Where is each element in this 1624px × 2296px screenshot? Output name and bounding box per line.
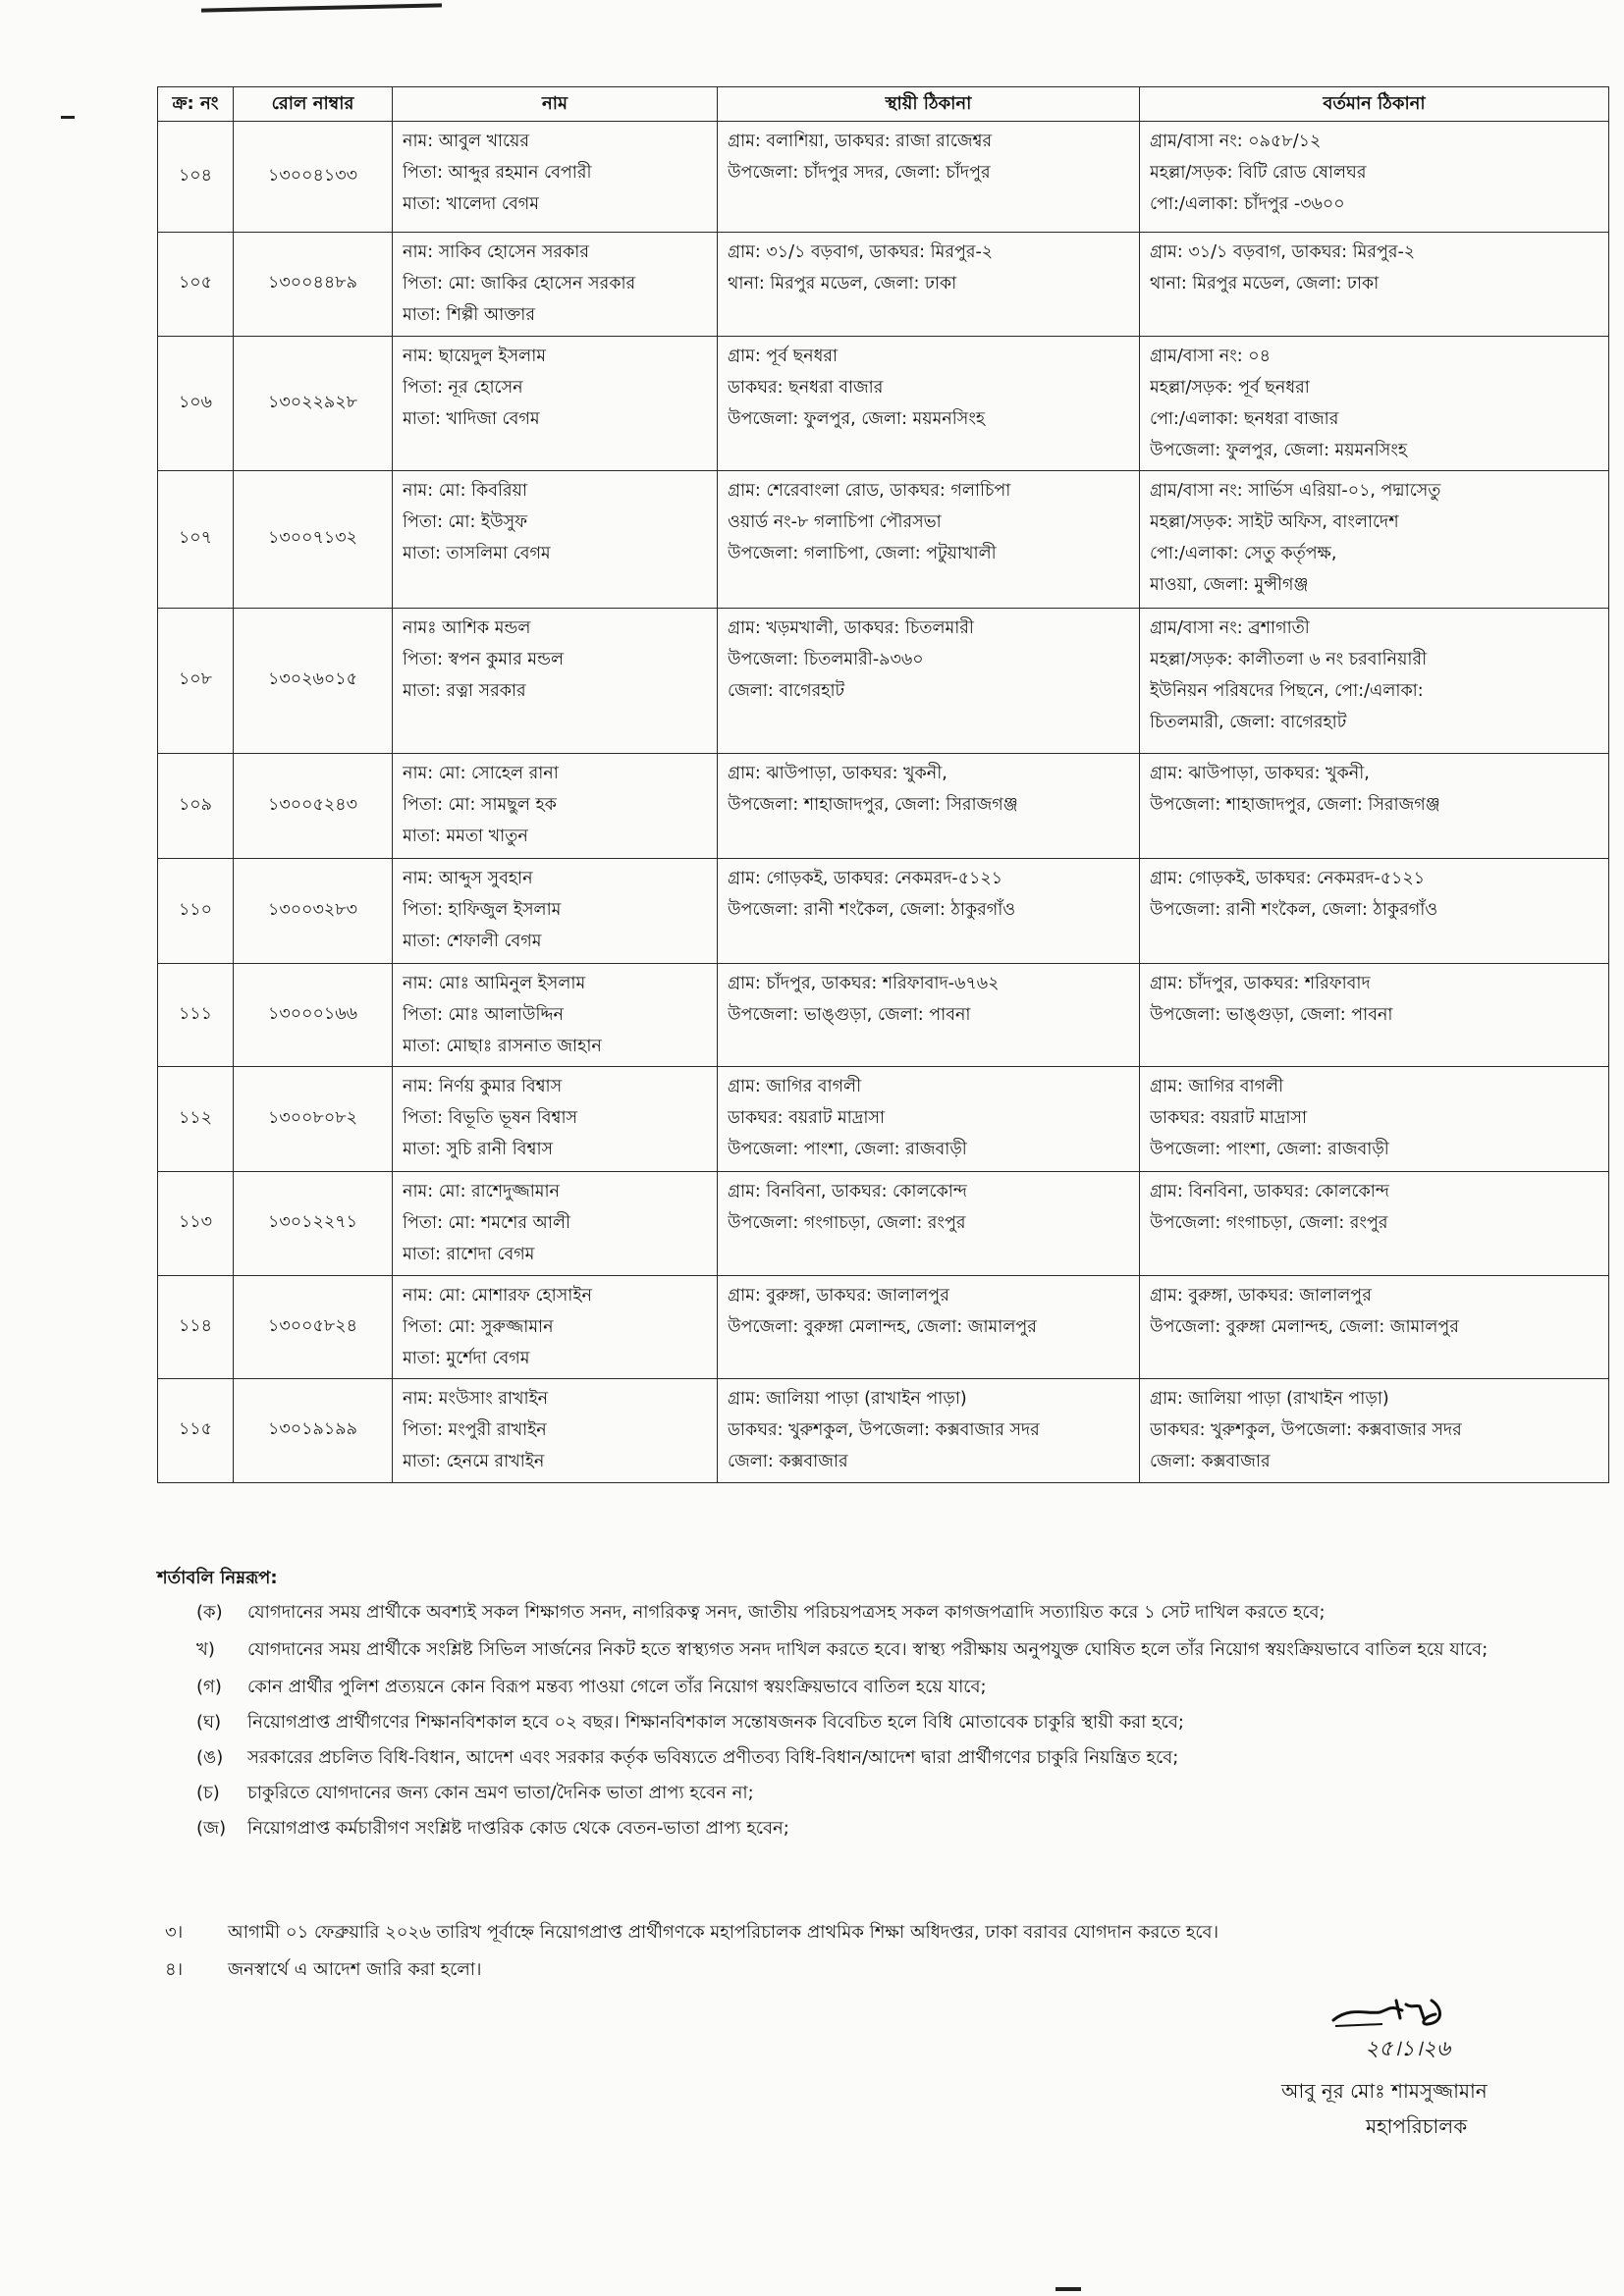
name-line: পিতা: মংপুরী রাখাইন [403, 1420, 547, 1440]
condition-item [157, 1777, 1581, 1810]
name-line: নাম: মো: কিবরিয়া [403, 481, 528, 501]
name-line: পিতা: মো: সুরুজ্জামান [403, 1317, 554, 1337]
present-address-line: মহল্লা/সড়ক: কালীতলা ৬ নং চরবানিয়ারী [1150, 650, 1428, 669]
condition-item [157, 1706, 1581, 1739]
roll-number-cell: ১৩০০০১৬৬ [234, 964, 393, 1067]
permanent-address-cell [718, 964, 1140, 1067]
table-row [158, 859, 1609, 964]
signer-designation: মহাপরিচালক [1366, 2114, 1468, 2138]
permanent-address-line: গ্রাম: বিনবিনা, ডাকঘর: কোলকোন্দ [728, 1182, 967, 1201]
serial-cell: ১০৮ [158, 609, 234, 754]
table-row [158, 1067, 1609, 1172]
roll-number-cell: ১৩০০৩২৮৩ [234, 859, 393, 964]
serial-cell: ১১৩ [158, 1172, 234, 1276]
header-name: নাম [393, 87, 718, 122]
scan-artifact-mark [1056, 2287, 1081, 2291]
condition-text: চাকুরিতে যোগদানের জন্য কোন ভ্রমণ ভাতা/দৈনিক ভাতা প্রাপ্য হবেন না; [247, 1783, 754, 1803]
condition-marker: (ক) [196, 1602, 223, 1623]
header-present-address: বর্তমান ঠিকানা [1140, 87, 1609, 122]
permanent-address-line: গ্রাম: বুরুঙ্গা, ডাকঘর: জালালপুর [728, 1286, 949, 1306]
roll-number-cell: ১৩০০৪১৩৩ [234, 122, 393, 233]
name-cell [393, 1172, 718, 1276]
permanent-address-line: জেলা: বাগেরহাট [728, 681, 845, 701]
name-line: মাতা: সুচি রানী বিশ্বাস [403, 1140, 554, 1159]
permanent-address-line: গ্রাম: ৩১/১ বড়বাগ, ডাকঘর: মিরপুর-২ [728, 242, 994, 262]
permanent-address-line: উপজেলা: গলাচিপা, জেলা: পটুয়াখালী [728, 544, 997, 563]
name-line: নাম: আবুল খায়ের [403, 132, 529, 151]
name-line: মাতা: মুর্শেদা বেগম [403, 1349, 530, 1368]
present-address-line: গ্রাম/বাসা নং: সার্ভিস এরিয়া-০১, পদ্মাসেতু [1150, 481, 1441, 501]
order-text: আগামী ০১ ফেব্রুয়ারি ২০২৬ তারিখ পূর্বাহ্নে নিয়োগপ্রাপ্ত প্রার্থীগণকে মহাপরিচালক প্রাথমিক শিক্ষা অধিদপ্তর, ঢাকা বরাবর যোগদান করতে হবে। [228, 1922, 1219, 1943]
header-permanent-address: স্থায়ী ঠিকানা [718, 87, 1140, 122]
order-text: জনস্বার্থে এ আদেশ জারি করা হলো। [228, 1959, 482, 1980]
conditions-list [157, 1596, 1581, 1845]
present-address-line: ইউনিয়ন পরিষদের পিছনে, পো:/এলাকা: [1150, 681, 1424, 701]
serial-cell: ১১০ [158, 859, 234, 964]
present-address-line: গ্রাম: জাগির বাগলী [1150, 1077, 1284, 1096]
present-address-cell [1140, 609, 1609, 754]
name-line: পিতা: মো: শমশের আলী [403, 1213, 571, 1233]
name-line: পিতা: মো: ইউসুফ [403, 512, 527, 532]
name-line: নাম: মো: রাশেদুজ্জামান [403, 1182, 561, 1201]
permanent-address-line: উপজেলা: বুরুঙ্গা মেলান্দহ, জেলা: জামালপুর [728, 1317, 1037, 1337]
present-address-line: গ্রাম/বাসা নং: ০৯৫৮/১২ [1150, 132, 1322, 151]
present-address-line: ডাকঘর: বয়রাট মাদ্রাসা [1150, 1108, 1308, 1128]
permanent-address-line: ডাকঘর: ছনধরা বাজার [728, 378, 884, 398]
condition-marker: (চ) [196, 1783, 220, 1803]
roll-number-cell: ১৩০১৯১৯৯ [234, 1379, 393, 1483]
condition-item [157, 1633, 1581, 1667]
permanent-address-line: গ্রাম: চাঁদপুর, ডাকঘর: শরিফাবাদ-৬৭৬২ [728, 974, 1000, 993]
header-roll: রোল নাম্বার [234, 87, 393, 122]
signature-date: ২৫।১।২৬ [1365, 2037, 1451, 2061]
name-line: পিতা: আব্দুর রহমান বেপারী [403, 163, 592, 183]
table-row [158, 1172, 1609, 1276]
name-cell [393, 1379, 718, 1483]
permanent-address-cell [718, 122, 1140, 233]
permanent-address-line: গ্রাম: গোড়কই, ডাকঘর: নেকমরদ-৫১২১ [728, 869, 1003, 888]
present-address-line: গ্রাম/বাসা নং: ব্রশাগাতী [1150, 618, 1310, 638]
permanent-address-line: ওয়ার্ড নং-৮ গলাচিপা পৌরসভা [728, 512, 942, 532]
condition-text: কোন প্রার্থীর পুলিশ প্রত্যয়নে কোন বিরূপ মন্তব্য পাওয়া গেলে তাঁর নিয়োগ স্বয়ংক্রিয়ভাবে বাতিল হয়ে যাবে; [247, 1677, 987, 1697]
permanent-address-line: গ্রাম: ঝাউপাড়া, ডাকঘর: খুকনী, [728, 764, 947, 783]
name-cell [393, 609, 718, 754]
scan-artifact-line [201, 3, 442, 12]
permanent-address-cell [718, 609, 1140, 754]
table-row [158, 471, 1609, 609]
header-serial: ক্র: নং [158, 87, 234, 122]
permanent-address-line: উপজেলা: পাংশা, জেলা: রাজবাড়ী [728, 1140, 967, 1159]
table-header-row [158, 87, 1609, 122]
roll-number-cell: ১৩০২২৯২৮ [234, 337, 393, 471]
permanent-address-line: উপজেলা: চাঁদপুর সদর, জেলা: চাঁদপুর [728, 163, 991, 183]
present-address-line: উপজেলা: গংগাচড়া, জেলা: রংপুর [1150, 1213, 1388, 1233]
name-cell [393, 233, 718, 337]
present-address-line: উপজেলা: রানী শংকৈল, জেলা: ঠাকুরগাঁও [1150, 900, 1438, 920]
present-address-line: ডাকঘর: খুরুশকুল, উপজেলা: কক্সবাজার সদর [1150, 1420, 1462, 1440]
table-row [158, 233, 1609, 337]
present-address-cell [1140, 337, 1609, 471]
name-cell [393, 122, 718, 233]
permanent-address-cell [718, 471, 1140, 609]
serial-cell: ১০৯ [158, 754, 234, 859]
present-address-cell [1140, 1172, 1609, 1276]
appointee-table [157, 86, 1609, 1483]
roll-number-cell: ১৩০২৬০১৫ [234, 609, 393, 754]
permanent-address-line: গ্রাম: খড়মখালী, ডাকঘর: চিতলমারী [728, 618, 974, 638]
table-row [158, 122, 1609, 233]
present-address-line: জেলা: কক্সবাজার [1150, 1452, 1271, 1471]
name-line: নাম: মো: সোহেল রানা [403, 764, 559, 783]
present-address-line: মহল্লা/সড়ক: বিটি রোড ষোলঘর [1150, 163, 1367, 183]
present-address-cell [1140, 1067, 1609, 1172]
permanent-address-line: উপজেলা: রানী শংকৈল, জেলা: ঠাকুরগাঁও [728, 900, 1016, 920]
permanent-address-line: গ্রাম: জালিয়া পাড়া (রাখাইন পাড়া) [728, 1389, 967, 1409]
permanent-address-line: ডাকঘর: বয়রাট মাদ্রাসা [728, 1108, 886, 1128]
present-address-line: মহল্লা/সড়ক: পূর্ব ছনধরা [1150, 378, 1310, 398]
name-cell [393, 1067, 718, 1172]
serial-cell: ১০৭ [158, 471, 234, 609]
table-row [158, 964, 1609, 1067]
permanent-address-cell [718, 1172, 1140, 1276]
present-address-line: গ্রাম: গোড়কই, ডাকঘর: নেকমরদ-৫১২১ [1150, 869, 1426, 888]
roll-number-cell: ১৩০০৮০৮২ [234, 1067, 393, 1172]
name-line: পিতা: মো: সামছুল হক [403, 795, 557, 815]
conditions-section [157, 1561, 1581, 1847]
name-cell [393, 754, 718, 859]
present-address-line: উপজেলা: শাহাজাদপুর, জেলা: সিরাজগঞ্জ [1150, 795, 1440, 815]
present-address-cell [1140, 1379, 1609, 1483]
present-address-line: পো:/এলাকা: চাঁদপুর -৩৬০০ [1150, 194, 1345, 214]
name-line: নাম: নির্ণয় কুমার বিশ্বাস [403, 1077, 563, 1096]
serial-cell: ১০৫ [158, 233, 234, 337]
condition-marker: (জ) [196, 1818, 227, 1839]
order-number: ৩। [165, 1922, 184, 1943]
condition-item [157, 1596, 1581, 1629]
table-row [158, 1379, 1609, 1483]
name-line: পিতা: বিভূতি ভূষন বিশ্বাস [403, 1108, 578, 1128]
name-line: নাম: মংউসাং রাখাইন [403, 1389, 549, 1409]
conditions-title: শর্তাবলি নিম্নরূপ: [157, 1568, 278, 1588]
name-line: মাতা: রত্না সরকার [403, 681, 526, 701]
present-address-cell [1140, 122, 1609, 233]
condition-text: সরকারের প্রচলিত বিধি-বিধান, আদেশ এবং সরকার কর্তৃক ভবিষ্যতে প্রণীতব্য বিধি-বিধান/আদেশ দ্বারা প্রার্থীগণের চাকুরি নিয়ন্ত্রিত হবে; [247, 1747, 1179, 1768]
name-line: পিতা: নূর হোসেন [403, 378, 523, 398]
signer-name: আবু নূর মোঃ শামসুজ্জামান [1281, 2079, 1488, 2103]
order-number: ৪। [165, 1959, 184, 1980]
present-address-line: গ্রাম: জালিয়া পাড়া (রাখাইন পাড়া) [1150, 1389, 1389, 1409]
condition-marker: খ) [196, 1639, 215, 1660]
name-line: মাতা: খালেদা বেগম [403, 194, 539, 214]
name-line: নাম: ছায়েদুল ইসলাম [403, 347, 547, 366]
permanent-address-cell [718, 233, 1140, 337]
condition-text: যোগদানের সময় প্রার্থীকে অবশ্যই সকল শিক্ষাগত সনদ, নাগরিকত্ব সনদ, জাতীয় পরিচয়পত্রসহ সকল কাগজপত্রাদি সত্যায়িত করে ১ সেট দাখিল করতে হবে; [247, 1602, 1326, 1623]
name-cell [393, 471, 718, 609]
present-address-line: মহল্লা/সড়ক: সাইট অফিস, বাংলাদেশ [1150, 512, 1399, 532]
roll-number-cell: ১৩০০৭১৩২ [234, 471, 393, 609]
roll-number-cell: ১৩০১২২৭১ [234, 1172, 393, 1276]
name-cell [393, 1276, 718, 1379]
name-line: পিতা: মোঃ আলাউদ্দিন [403, 1005, 564, 1025]
permanent-address-line: উপজেলা: ভাঙ্গুড়া, জেলা: পাবনা [728, 1005, 971, 1025]
condition-text: নিয়োগপ্রাপ্ত প্রার্থীগণের শিক্ষানবিশকাল হবে ০২ বছর। শিক্ষানবিশকাল সন্তোষজনক বিবেচিত হলে বিধি মোতাবেক চাকুরি স্থায়ী করা হবে; [247, 1712, 1184, 1733]
serial-cell: ১১৫ [158, 1379, 234, 1483]
condition-item [157, 1812, 1581, 1845]
permanent-address-line: উপজেলা: চিতলমারী-৯৩৬০ [728, 650, 924, 669]
name-line: মাতা: মোছাঃ রাসনাত জাহান [403, 1037, 602, 1056]
present-address-line: থানা: মিরপুর মডেল, জেলা: ঢাকা [1150, 274, 1380, 294]
serial-cell: ১১৪ [158, 1276, 234, 1379]
name-line: মাতা: খাদিজা বেগম [403, 409, 540, 429]
serial-cell: ১১১ [158, 964, 234, 1067]
present-address-line: গ্রাম: ৩১/১ বড়বাগ, ডাকঘর: মিরপুর-২ [1150, 242, 1416, 262]
condition-marker: (ঘ) [196, 1712, 222, 1733]
name-line: মাতা: শিল্পী আক্তার [403, 305, 535, 325]
name-line: মাতা: রাশেদা বেগম [403, 1245, 535, 1264]
name-line: নাম: সাকিব হোসেন সরকার [403, 242, 589, 262]
permanent-address-line: জেলা: কক্সবাজার [728, 1452, 848, 1471]
present-address-line: গ্রাম: চাঁদপুর, ডাকঘর: শরিফাবাদ [1150, 974, 1371, 993]
serial-cell: ১০৪ [158, 122, 234, 233]
permanent-address-line: ডাকঘর: খুরুশকুল, উপজেলা: কক্সবাজার সদর [728, 1420, 1040, 1440]
permanent-address-cell [718, 1379, 1140, 1483]
roll-number-cell: ১৩০০৪৪৮৯ [234, 233, 393, 337]
condition-item [157, 1741, 1581, 1775]
present-address-line: চিতলমারী, জেলা: বাগেরহাট [1150, 713, 1347, 732]
present-address-cell [1140, 1276, 1609, 1379]
permanent-address-line: উপজেলা: ফুলপুর, জেলা: ময়মনসিংহ [728, 409, 986, 429]
present-address-line: উপজেলা: ফুলপুর, জেলা: ময়মনসিংহ [1150, 441, 1408, 460]
condition-item [157, 1671, 1581, 1704]
permanent-address-cell [718, 337, 1140, 471]
condition-text: নিয়োগপ্রাপ্ত কর্মচারীগণ সংশ্লিষ্ট দাপ্তরিক কোড থেকে বেতন-ভাতা প্রাপ্য হবেন; [247, 1818, 789, 1839]
permanent-address-line: গ্রাম: শেরেবাংলা রোড, ডাকঘর: গলাচিপা [728, 481, 1011, 501]
permanent-address-line: উপজেলা: গংগাচড়া, জেলা: রংপুর [728, 1213, 966, 1233]
name-line: পিতা: মো: জাকির হোসেন সরকার [403, 274, 636, 294]
present-address-cell [1140, 471, 1609, 609]
serial-cell: ১১২ [158, 1067, 234, 1172]
condition-marker: (গ) [196, 1677, 222, 1697]
permanent-address-line: গ্রাম: পূর্ব ছনধরা [728, 347, 839, 366]
present-address-line: পো:/এলাকা: ছনধরা বাজার [1150, 409, 1339, 429]
condition-text: যোগদানের সময় প্রার্থীকে সংশ্লিষ্ট সিভিল সার্জনের নিকট হতে স্বাস্থ্যগত সনদ দাখিল করতে হবে। স্বাস্থ্য পরীক্ষায় অনুপযুক্ত ঘোষিত হলে তাঁর নিয়োগ স্বয়ংক্রিয়ভাবে বাতিল হয়ে যাবে; [247, 1639, 1489, 1660]
present-address-line: উপজেলা: বুরুঙ্গা মেলান্দহ, জেলা: জামালপুর [1150, 1317, 1459, 1337]
present-address-line: গ্রাম: বিনবিনা, ডাকঘর: কোলকোন্দ [1150, 1182, 1389, 1201]
permanent-address-line: থানা: মিরপুর মডেল, জেলা: ঢাকা [728, 274, 957, 294]
present-address-line: গ্রাম: বুরুঙ্গা, ডাকঘর: জালালপুর [1150, 1286, 1372, 1306]
name-line: মাতা: তাসলিমা বেগম [403, 544, 551, 563]
name-line: পিতা: হাফিজুল ইসলাম [403, 900, 562, 920]
name-cell [393, 337, 718, 471]
name-line: মাতা: হেনমে রাখাইন [403, 1452, 545, 1471]
name-line: নামঃ আশিক মন্ডল [403, 618, 531, 638]
present-address-line: মাওয়া, জেলা: মুন্সীগঞ্জ [1150, 575, 1309, 595]
permanent-address-cell [718, 859, 1140, 964]
table-row [158, 754, 1609, 859]
present-address-cell [1140, 964, 1609, 1067]
serial-cell: ১০৬ [158, 337, 234, 471]
present-address-cell [1140, 233, 1609, 337]
name-line: নাম: মোঃ আমিনুল ইসলাম [403, 974, 586, 993]
condition-marker: (ঙ) [196, 1747, 224, 1768]
permanent-address-line: গ্রাম: জাগির বাগলী [728, 1077, 862, 1096]
table-row [158, 1276, 1609, 1379]
table-row [158, 609, 1609, 754]
present-address-line: পো:/এলাকা: সেতু কর্তৃপক্ষ, [1150, 544, 1337, 563]
name-line: মাতা: মমতা খাতুন [403, 827, 528, 846]
roll-number-cell: ১৩০০৫৮২৪ [234, 1276, 393, 1379]
name-line: নাম: মো: মোশারফ হোসাইন [403, 1286, 592, 1306]
permanent-address-cell [718, 754, 1140, 859]
present-address-cell [1140, 859, 1609, 964]
name-cell [393, 964, 718, 1067]
present-address-cell [1140, 754, 1609, 859]
present-address-line: উপজেলা: ভাঙ্গুড়া, জেলা: পাবনা [1150, 1005, 1393, 1025]
name-line: পিতা: স্বপন কুমার মন্ডল [403, 650, 565, 669]
roll-number-cell: ১৩০০৫২৪৩ [234, 754, 393, 859]
present-address-line: গ্রাম/বাসা নং: ০৪ [1150, 347, 1271, 366]
permanent-address-line: গ্রাম: বলাশিয়া, ডাকঘর: রাজা রাজেশ্বর [728, 132, 993, 151]
present-address-line: উপজেলা: পাংশা, জেলা: রাজবাড়ী [1150, 1140, 1389, 1159]
name-line: মাতা: শেফালী বেগম [403, 932, 542, 951]
permanent-address-cell [718, 1276, 1140, 1379]
table-row [158, 337, 1609, 471]
permanent-address-line: উপজেলা: শাহাজাদপুর, জেলা: সিরাজগঞ্জ [728, 795, 1018, 815]
name-cell [393, 859, 718, 964]
permanent-address-cell [718, 1067, 1140, 1172]
name-line: নাম: আব্দুস সুবহান [403, 869, 533, 888]
scan-artifact-dash [61, 116, 75, 119]
present-address-line: গ্রাম: ঝাউপাড়া, ডাকঘর: খুকনী, [1150, 764, 1370, 783]
